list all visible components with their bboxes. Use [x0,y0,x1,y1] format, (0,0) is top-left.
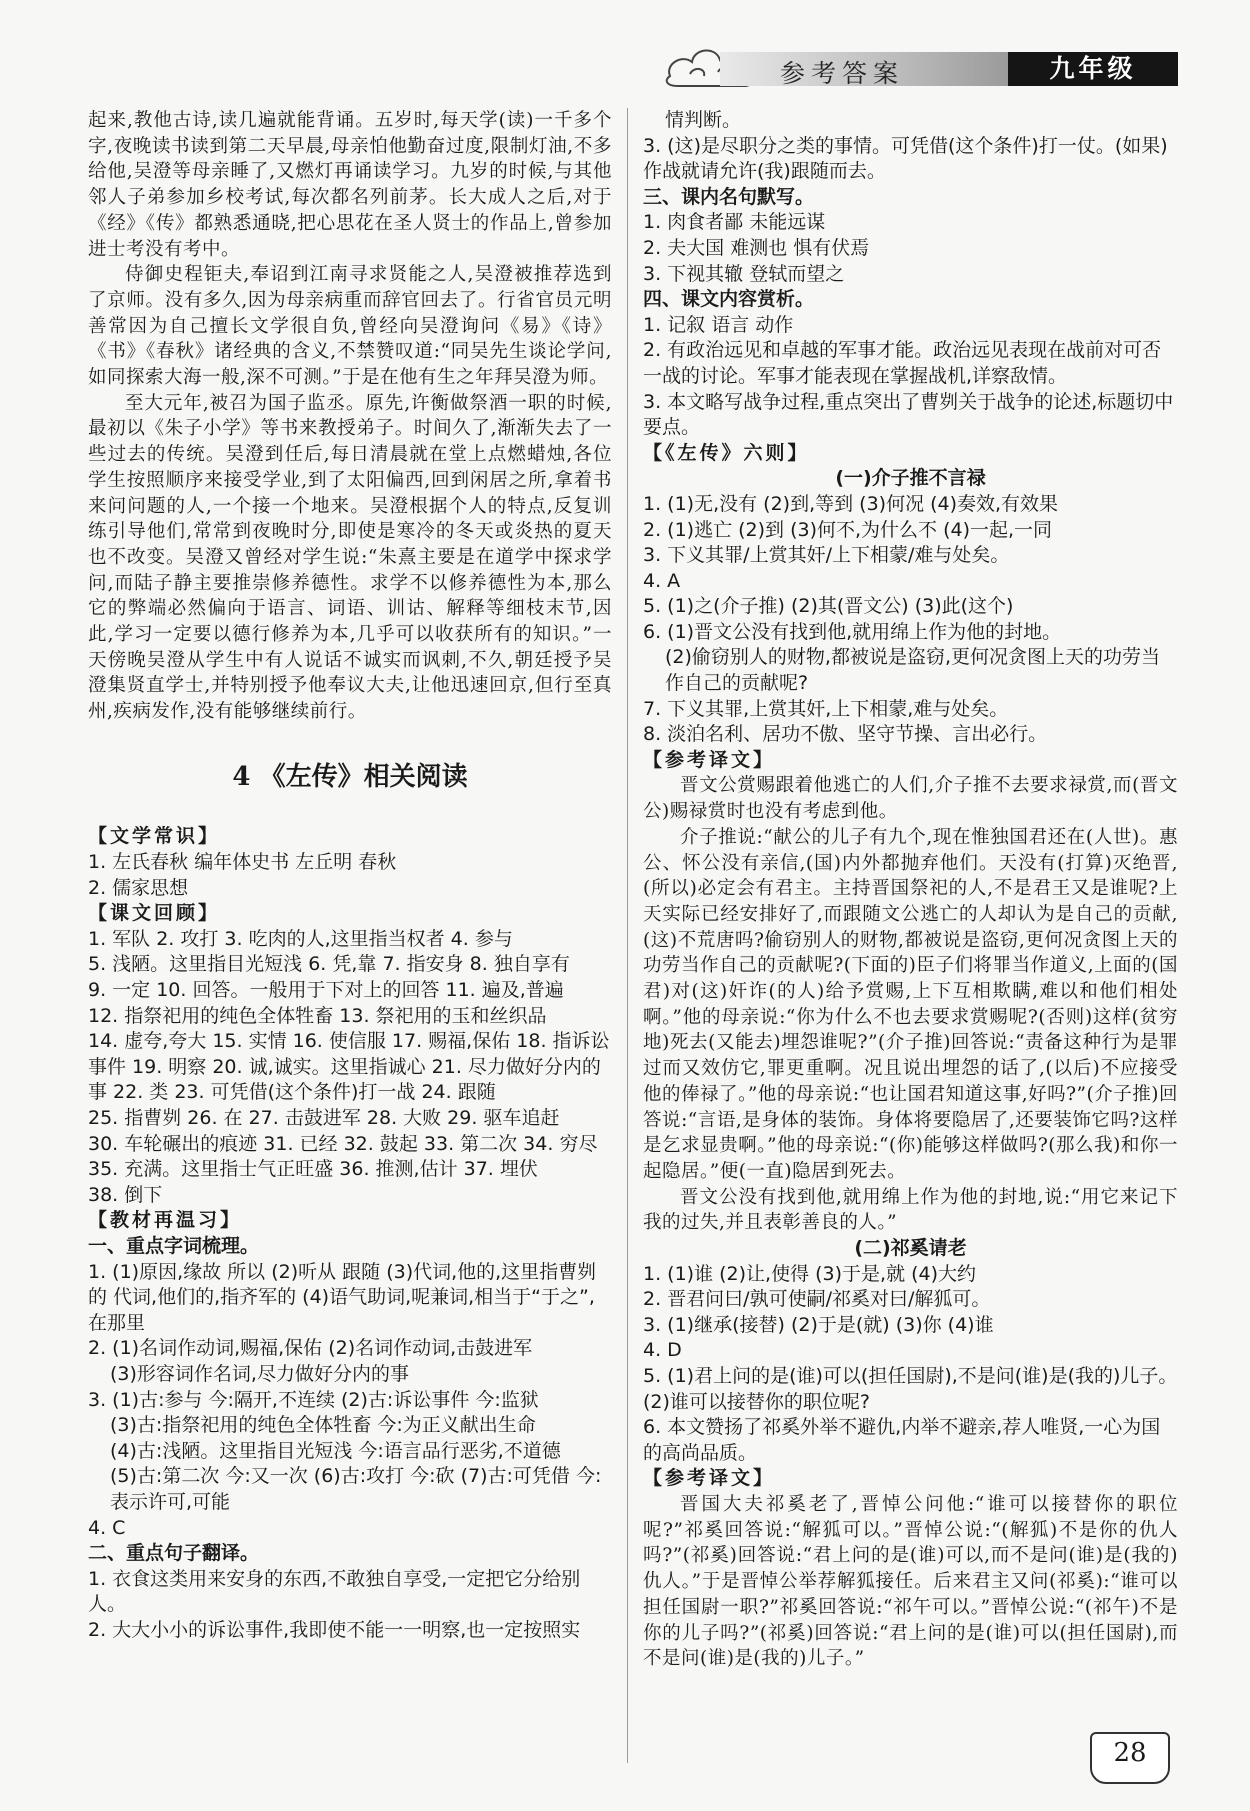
answer-line: 1. 左氏春秋 编年体史书 左丘明 春秋 [88,851,397,874]
answer-line: 2. (1)逃亡 (2)到 (3)何不,为什么不 (4)一起,一同 [643,518,1053,541]
answer-line: 3. (1)继承(接替) (2)于是(就) (3)你 (4)谁 [643,1313,994,1336]
answer-line: (5)古:第二次 今:又一次 (6)古:攻打 今:砍 (7)古:可凭借 今:表示许可,可能 [110,1465,602,1513]
answer-line: 3. 下义其罪/上赏其奸/上下相蒙/难与处矣。 [643,544,1010,567]
section-heading: 【文学常识】 [88,825,221,848]
prose-paragraph: 晋文公赏赐跟着他逃亡的人们,介子推不去要求禄赏,而(晋文公)赐禄赏时也没有考虑到他。 [643,775,1178,823]
subsection-heading: 四、课文内容赏析。 [643,288,815,311]
subsection-heading: 一、重点字词梳理。 [88,1234,260,1257]
answer-line: 1. 军队 2. 攻打 3. 吃肉的人,这里指当权者 4. 参与 [88,927,513,950]
answer-line: 2. 有政治远见和卓越的军事才能。政治远见表现在战前对可否一战的讨论。军事才能表现在掌握战机,详察敌情。 [643,339,1162,387]
section-heading: 【参考译文】 [643,1467,776,1490]
answer-line: 5. (1)君上问的是(谁)可以(担任国尉),不是问(谁)是(我的)儿子。 (2)谁可以接替你的职位呢? [643,1365,1178,1413]
answer-line: 2. 大大小小的诉讼事件,我即使不能一一明察,也一定按照实 [88,1618,581,1641]
answer-line: 2. 夫大国 难测也 惧有伏焉 [643,236,870,259]
answer-line: (3)古:指祭祀用的纯色全体牲畜 今:为正义献出生命 [110,1414,536,1437]
right-column [643,108,1178,1672]
column-divider [627,108,628,1763]
answer-line: 4. A [643,569,681,592]
subsection-heading: 二、重点句子翻译。 [88,1542,260,1565]
story-title: (一)介子推不言禄 [835,467,986,490]
page-number: 28 [1113,1738,1147,1768]
section-heading: 【课文回顾】 [88,902,221,925]
answer-line: 8. 淡泊名利、居功不傲、坚守节操、言出必行。 [643,723,1048,746]
answer-line: 1. (1)无,没有 (2)到,等到 (3)何况 (4)奏效,有效果 [643,492,1059,515]
answer-line: 25. 指曹刿 26. 在 27. 击鼓进军 28. 大败 29. 驱车追赶 [88,1107,560,1129]
section-heading: 【参考译文】 [643,748,776,771]
prose-paragraph: 晋国大夫祁奚老了,晋悼公问他:“谁可以接替你的职位呢?”祁奚回答说:“解狐可以。”晋悼公说:“(解狐)不是你的仇人吗?”(祁奚)回答说:“君上问的是(谁)可以,而不是问(谁)是(我的)仇人。”于是晋悼公举荐解狐接任。后来君主又问(祁奚):“谁可以担任国尉一职?”祁奚回答说:“祁午可以。”晋悼公说:“(祁午)不是你的儿子吗?”(祁奚)回答说:“君上问的是(谁)可以(担任国尉),而不是问(谁)是(我的)儿子。” [643,1494,1178,1670]
answer-line: 4. D [643,1339,682,1362]
answer-line: 3. 本文略写战争过程,重点突出了曹刿关于战争的论述,标题切中要点。 [643,390,1174,439]
answer-line: 6. 本文赞扬了祁奚外举不避仇,内举不避亲,荐人唯贤,一心为国的高尚品质。 [643,1416,1161,1464]
answer-line: 5. 浅陋。这里指目光短浅 6. 凭,靠 7. 指安身 8. 独自享有 [88,953,570,976]
header-grade-label: 九年级 [1008,52,1178,86]
chapter-title: 4 《左传》相关阅读 [232,761,468,792]
answer-line: 1. (1)谁 (2)让,使得 (3)于是,就 (4)大约 [643,1262,977,1285]
section-heading: 【《左传》六则】 [643,441,810,464]
answer-line: 4. C [88,1516,126,1539]
page-number-badge [1090,1732,1170,1784]
answer-line: 2. 儒家思想 [88,876,189,899]
answer-line: 2. 晋君问曰/孰可使嗣/祁奚对曰/解狐可。 [643,1288,991,1311]
subsection-heading: 三、课内名句默写。 [643,185,815,208]
answer-line: 14. 虚夸,夸大 15. 实情 16. 使信服 17. 赐福,保佑 18. 指诉讼事件 19. 明察 20. 诚,诚实。这里指诚心 21. 尽力做好分内的事 22. 类 23. 可凭借(这个条件)打一战 24. 跟随 [88,1030,610,1104]
answer-line: 3. (这)是尽职分之类的事情。可凭借(这个条件)打一仗。(如果)作战就请允许(我)跟随而去。 [643,134,1168,183]
page-header [660,42,1180,92]
answer-line: 情判断。 [665,109,742,131]
answer-line: (2)偷窃别人的财物,都被说是盗窃,更何况贪图上天的功劳当作自己的贡献呢? [665,646,1160,695]
answer-line: 7. 下义其罪,上赏其奸,上下相蒙,难与处矣。 [643,697,1009,720]
answer-line: 5. (1)之(介子推) (2)其(晋文公) (3)此(这个) [643,595,1014,618]
header-ref-label: 参考答案 [780,59,905,88]
answer-line: 9. 一定 10. 回答。一般用于下对上的回答 11. 遍及,普遍 [88,979,564,1002]
prose-paragraph: 晋文公没有找到他,就用绵上作为他的封地,说:“用它来记下我的过失,并且表彰善良的人。” [643,1186,1178,1234]
story-title: (二)祁奚请老 [854,1237,967,1260]
prose-paragraph: 侍御史程钜夫,奉诏到江南寻求贤能之人,吴澄被推荐选到了京师。没有多久,因为母亲病重而辞官回去了。行省官员元明善常因为自己擅长文学很自负,曾经向吴澄询问《易》《诗》《书》《春秋》诸经典的含义,不禁赞叹道:“同吴先生谈论学问,如同探索大海一般,深不可测。”于是在他有生之年拜吴澄为师。 [88,264,612,389]
answer-line: 3. (1)古:参与 今:隔开,不连续 (2)古:诉讼事件 今:监狱 [88,1388,539,1411]
answer-line: 38. 倒下 [88,1183,163,1206]
answer-line: 1. 记叙 语言 动作 [643,313,794,336]
answer-line: 12. 指祭祀用的纯色全体牲畜 13. 祭祀用的玉和丝织品 [88,1004,547,1027]
answer-line: 6. (1)晋文公没有找到他,就用绵上作为他的封地。 [643,620,1062,643]
answer-line: (3)形容词作名词,尽力做好分内的事 [110,1362,409,1385]
answer-line: 1. (1)原因,缘故 所以 (2)听从 跟随 (3)代词,他的,这里指曹刿的 代词,他们的,指齐军的 (4)语气助词,呢兼词,相当于“于之”,在那里 [88,1260,597,1334]
prose-paragraph: 至大元年,被召为国子监丞。原先,许衡做祭酒一职的时候,最初以《朱子小学》等书来教授弟子。时间久了,渐渐失去了一些过去的传统。吴澄到任后,每日清晨就在堂上点燃蜡烛,各位学生按照顺序来接受学业,到了太阳偏西,回到闲居之所,拿着书来问问题的人,一个接一个地来。吴澄根据个人的特点,反复训练引导他们,常常到夜晚时分,即使是寒冷的冬天或炎热的夏天也不改变。吴澄又曾经对学生说:“朱熹主要是在道学中探求学问,而陆子静主要推崇修养德性。求学不以修养德性为本,那么它的弊端必然偏向于语言、词语、训诂、解释等细枝末节,因此,学习一定要以德行修养为本,几乎可以收获所有的知识。”一天傍晚吴澄从学生中有人说话不诚实而讽刺,不久,朝廷授予吴澄集贤直学士,并特别授予他奉议大夫,让他迅速回京,但行至真州,疾病发作,没有能够继续前行。 [88,392,612,723]
answer-line: 2. (1)名词作动词,赐福,保佑 (2)名词作动词,击鼓进军 [88,1337,533,1360]
answer-line: 1. 肉食者鄙 未能远谋 [643,211,826,234]
prose-paragraph: 起来,教他古诗,读几遍就能背诵。五岁时,每天学(读)一千多个字,夜晚读书读到第二天早晨,母亲怕他勤奋过度,限制灯油,不多给他,吴澄等母亲睡了,又燃灯再诵读学习。九岁的时候,与其他邻人子弟参加乡校考试,每次都名列前茅。长大成人之后,对于《经》《传》都熟悉通晓,把心思花在圣人贤士的作品上,曾参加进士考没有考中。 [88,110,612,260]
answer-line: 30. 车轮碾出的痕迹 31. 已经 32. 鼓起 33. 第二次 34. 穷尽 35. 充满。这里指士气正旺盛 36. 推测,估计 37. 埋伏 [88,1132,598,1181]
left-column [88,108,612,1643]
answer-line: 1. 衣食这类用来安身的东西,不敢独自享受,一定把它分给别人。 [88,1567,581,1616]
section-heading: 【教材再温习】 [88,1209,243,1232]
answer-line: (4)古:浅陋。这里指目光短浅 今:语言品行恶劣,不道德 [110,1439,561,1462]
prose-paragraph: 介子推说:“献公的儿子有九个,现在惟独国君还在(人世)。惠公、怀公没有亲信,(国)内外都抛弃他们。天没有(打算)灭绝晋,(所以)必定会有君主。主持晋国祭祀的人,不是君王又是谁呢?上天实际已经安排好了,而跟随文公逃亡的人却认为是自己的贡献,(这)不荒唐吗?偷窃别人的财物,都被说是盗窃,更何况贪图上天的功劳当作自己的贡献呢?(下面的)臣子们将罪当作道义,上面的(国君)对(这)奸诈(的人)给予赏赐,上下互相欺瞒,难以和他们相处啊。”他的母亲说:“你为什么不也去要求赏赐呢?(否则)这样(贫穷地)死去(又能去)埋怨谁呢?”(介子推)回答说:“责备这种行为是罪过而又效仿它,罪更重啊。况且说出埋怨的话了,(以后)不应接受他的俸禄了。”他的母亲说:“也让国君知道这事,好吗?”(介子推)回答说:“言语,是身体的装饰。身体将要隐居了,还要装饰它吗?这样是乞求显贵啊。”他的母亲说:“(你)能够这样做吗?(那么我)和你一起隐居。”便(一直)隐居到死去。 [643,826,1178,1182]
answer-line: 3. 下视其辙 登轼而望之 [643,262,845,285]
